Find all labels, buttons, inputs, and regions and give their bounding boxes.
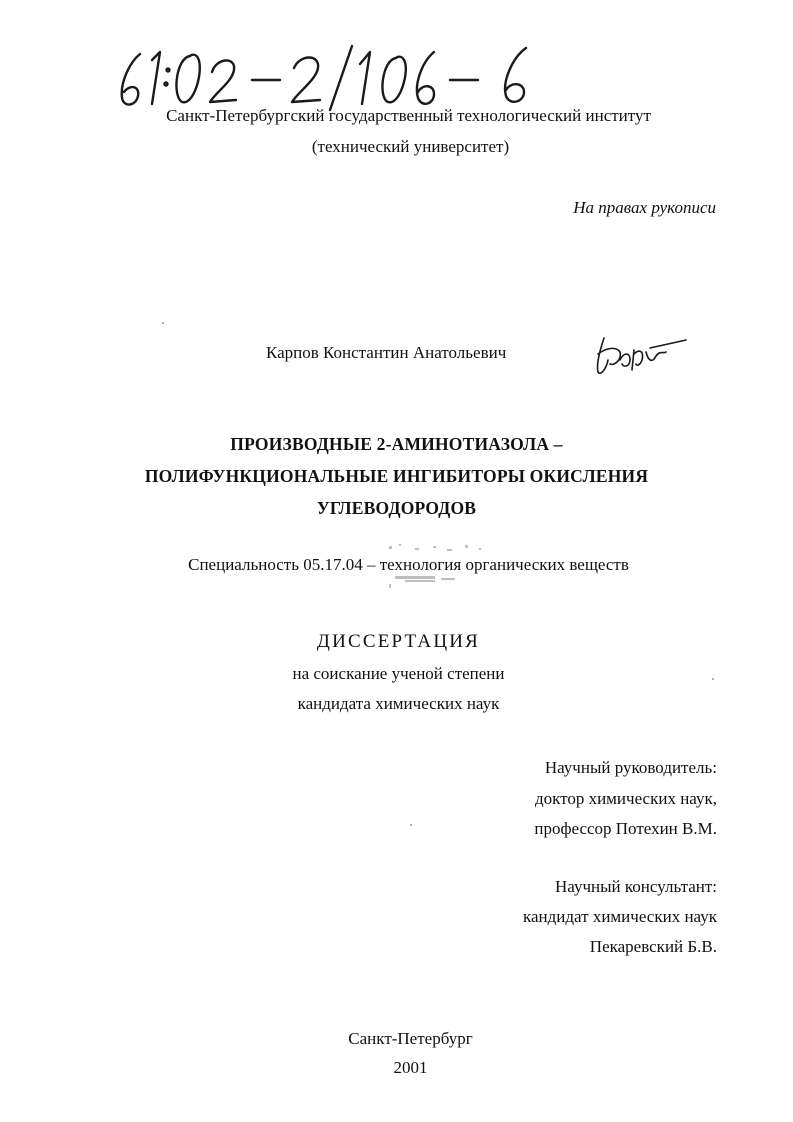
degree-line-2: кандидата химических наук [297, 694, 500, 713]
supervisor-name: профессор Потехин В.М. [534, 819, 717, 838]
city: Санкт-Петербург [348, 1029, 473, 1048]
author-name: Карпов Константин Анатольевич [266, 343, 507, 362]
consultant-name: Пекаревский Б.В. [589, 937, 717, 956]
dissertation-title [0, 428, 793, 524]
scan-speck [162, 322, 164, 324]
consultant-label: Научный консультант: [555, 877, 717, 896]
title-line-2: ПОЛИФУНКЦИОНАЛЬНЫЕ ИНГИБИТОРЫ ОКИСЛЕНИЯ [144, 466, 649, 486]
supervisor-label: Научный руководитель: [544, 758, 717, 777]
consultant-degree: кандидат химических наук [523, 907, 717, 926]
author-signature [590, 330, 690, 380]
scan-speck [712, 678, 714, 680]
year: 2001 [393, 1058, 428, 1077]
institute-name: Санкт-Петербургский государственный технологический институт [166, 106, 651, 125]
supervisor-degree: доктор химических наук, [534, 789, 717, 808]
dissertation-heading: ДИССЕРТАЦИЯ [316, 631, 481, 652]
title-line-1: ПРОИЗВОДНЫЕ 2-АМИНОТИАЗОЛА – [230, 434, 563, 454]
university-subtitle: (технический университет) [311, 137, 510, 156]
manuscript-note: На правах рукописи [573, 198, 716, 217]
handwritten-catalog-code [112, 40, 562, 115]
specialty-line: Специальность 05.17.04 – технология органических веществ [188, 555, 629, 574]
handwritten-code-drawing [112, 40, 562, 115]
signature-drawing [590, 330, 690, 380]
title-line-3: УГЛЕВОДОРОДОВ [316, 498, 477, 518]
degree-line-1: на соискание ученой степени [292, 664, 505, 683]
scan-speck [410, 824, 412, 826]
